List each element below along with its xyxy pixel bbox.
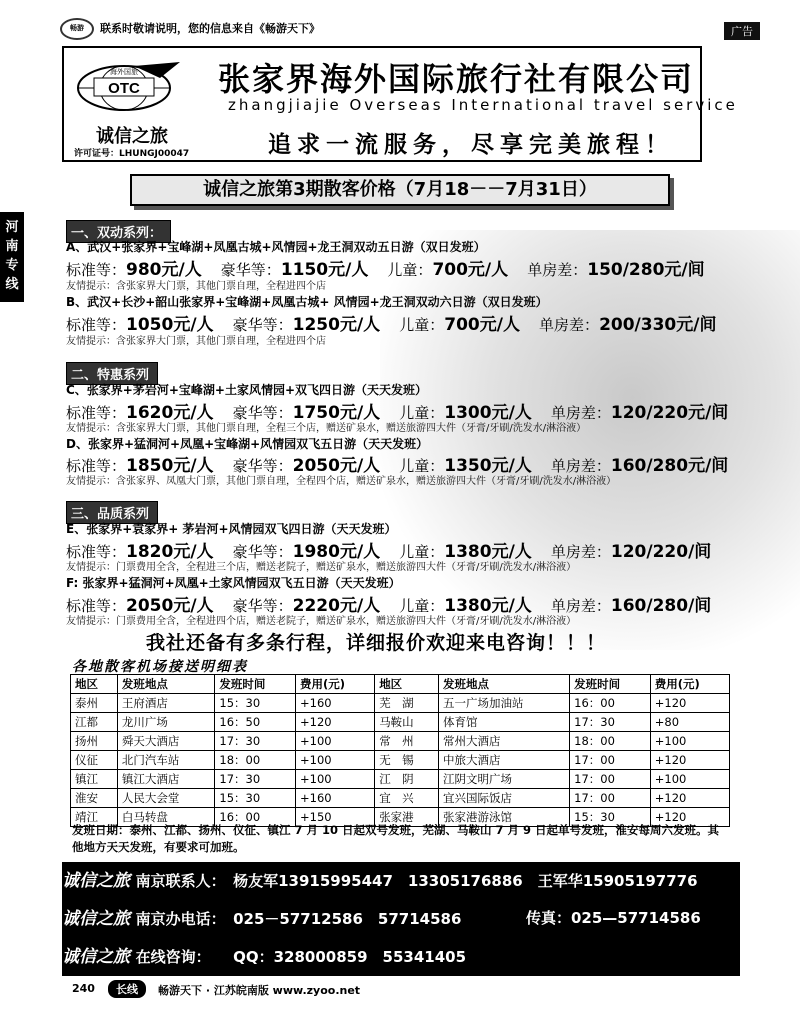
- table-cell: 江阴文明广场: [438, 770, 569, 789]
- contact-line: [62, 866, 698, 904]
- tour-prices: 标准等：980元/人 豪华等：1150元/人 儿童：700元/人 单房差：150/280元/间: [66, 260, 705, 280]
- tour-name: D、张家界+猛洞河+凤凰+宝峰湖+风情园双飞五日游（天天发班）: [66, 437, 429, 451]
- tour-note: 友情提示：含张家界大门票，其他门票自理，全程三个店，赠送矿泉水，赠送旅游四大件（牙膏/牙刷/洗发水/淋浴液）: [66, 423, 587, 434]
- section-title: 二、特惠系列: [66, 362, 158, 385]
- table-cell: 17：30: [570, 713, 651, 732]
- table-cell: 张家港: [375, 808, 439, 827]
- company-name-en: zhangjiajie Overseas International travel service: [228, 96, 738, 114]
- table-cell: 马鞍山: [375, 713, 439, 732]
- table-cell: 18：00: [570, 732, 651, 751]
- table-cell: 体育馆: [438, 713, 569, 732]
- slogan: 追求一流服务，尽享完美旅程！: [268, 131, 674, 158]
- tour-prices: 标准等：1050元/人 豪华等：1250元/人 儿童：700元/人 单房差：200/330元/间: [66, 315, 717, 335]
- table-row: [71, 732, 730, 751]
- table-cell: +120: [650, 808, 729, 827]
- contact-brand: 诚信之旅: [62, 947, 130, 967]
- col-header: 费用(元): [650, 675, 729, 694]
- tour-name: E、张家界+袁家界+ 茅岩河+风情园双飞四日游（天天发班）: [66, 522, 397, 536]
- table-cell: 17：30: [215, 770, 296, 789]
- table-cell: 镇江: [71, 770, 118, 789]
- table-row: [71, 713, 730, 732]
- publication-info: 畅游天下 · 江苏皖南版 www.zyoo.net: [158, 984, 361, 997]
- col-header: 发班时间: [570, 675, 651, 694]
- table-cell: 张家港游泳馆: [438, 808, 569, 827]
- col-header: 费用(元): [296, 675, 375, 694]
- table-cell: 16：50: [215, 713, 296, 732]
- table-cell: 17：30: [215, 732, 296, 751]
- table-cell: 龙川广场: [117, 713, 214, 732]
- table-row: [71, 751, 730, 770]
- otc-logo-icon: [74, 56, 184, 118]
- table-cell: +120: [650, 789, 729, 808]
- call-to-action: 我社还备有多条行程，详细报价欢迎来电咨询！！！: [146, 632, 607, 654]
- table-cell: 仪征: [71, 751, 118, 770]
- page-number: 240: [72, 982, 95, 995]
- tour-prices: 标准等：1820元/人 豪华等：1980元/人 儿童：1380元/人 单房差：120/220/间: [66, 542, 712, 562]
- col-header: 发班地点: [117, 675, 214, 694]
- license-number: 许可证号：LHUNGJ00047: [74, 149, 190, 159]
- table-cell: 15：30: [570, 808, 651, 827]
- tour-name: F: 张家界+猛洞河+凤凰+土家风情园双飞五日游（天天发班）: [66, 576, 401, 590]
- table-cell: +80: [650, 713, 729, 732]
- ad-label: 广告: [724, 22, 760, 40]
- table-cell: +100: [296, 732, 375, 751]
- table-cell: 17：00: [570, 770, 651, 789]
- table-cell: 宜 兴: [375, 789, 439, 808]
- table-cell: 中旅大酒店: [438, 751, 569, 770]
- page-footer: [62, 979, 740, 1001]
- side-tab-henan-line: [0, 212, 24, 302]
- tour-name: C、张家界+茅岩河+宝峰湖+土家风情园+双飞四日游（天天发班）: [66, 383, 428, 397]
- table-cell: +100: [296, 751, 375, 770]
- tour-name: B、武汉+长沙+韶山张家界+宝峰湖+凤凰古城+ 风情园+龙王洞双动六日游（双日发班）: [66, 295, 548, 309]
- col-header: 地区: [71, 675, 118, 694]
- departure-footnote: 发班日期：泰州、江都、扬州、仪征、镇江 7 月 10 日起双号发班，芜湖、马鞍山 7 月 9 日起单号发班，淮安每周六发班。其他地方天天发班，有要求可加班。: [72, 823, 720, 854]
- tour-note: 友情提示：门票费用全含，全程进四个店，赠送老院子，赠送矿泉水，赠送旅游四大件（牙膏/牙刷/洗发水/淋浴液）: [66, 616, 577, 627]
- table-cell: 17：00: [570, 751, 651, 770]
- table-cell: 镇江大酒店: [117, 770, 214, 789]
- table-cell: +100: [650, 770, 729, 789]
- table-cell: 舜天大酒店: [117, 732, 214, 751]
- table-cell: 芜 湖: [375, 694, 439, 713]
- table-row: [71, 770, 730, 789]
- tour-prices: 标准等：1620元/人 豪华等：1750元/人 儿童：1300元/人 单房差：120/220元/间: [66, 403, 729, 423]
- side-tab-label: 河南专线: [5, 220, 19, 292]
- company-name-cn: 张家界海外国际旅行社有限公司: [218, 60, 695, 98]
- table-cell: 泰州: [71, 694, 118, 713]
- table-cell: 人民大会堂: [117, 789, 214, 808]
- brand-name: 诚信之旅: [96, 126, 168, 147]
- table-cell: 常 州: [375, 732, 439, 751]
- table-cell: +120: [296, 713, 375, 732]
- table-cell: 15：30: [215, 789, 296, 808]
- contact-text: 在线咨询： QQ：328000859 55341405: [135, 948, 467, 966]
- price-title-banner: [130, 174, 670, 206]
- logo-text: OTC: [108, 80, 140, 97]
- contact-brand: 诚信之旅: [62, 871, 130, 891]
- logo-subtext: 海外国旅: [110, 68, 138, 76]
- price-title: 诚信之旅第3期散客价格（7月18－－7月31日）: [203, 179, 597, 200]
- table-cell: 五一广场加油站: [438, 694, 569, 713]
- table-cell: 18：00: [215, 751, 296, 770]
- table-row: [71, 789, 730, 808]
- col-header: 地区: [375, 675, 439, 694]
- table-cell: +160: [296, 789, 375, 808]
- table-cell: 15：30: [215, 694, 296, 713]
- table-cell: +150: [296, 808, 375, 827]
- section-title: 三、品质系列: [66, 501, 158, 524]
- table-cell: 常州大酒店: [438, 732, 569, 751]
- tour-note: 友情提示：含张家界、凤凰大门票，其他门票自理，全程四个店，赠送矿泉水，赠送旅游四大件（牙膏/牙刷/洗发水/淋浴液）: [66, 476, 617, 487]
- tour-prices: 标准等：1850元/人 豪华等：2050元/人 儿童：1350元/人 单房差：160/280元/间: [66, 456, 729, 476]
- table-cell: 王府酒店: [117, 694, 214, 713]
- table-row: [71, 694, 730, 713]
- table-cell: +160: [296, 694, 375, 713]
- source-note: 联系时敬请说明，您的信息来自《畅游天下》: [100, 22, 320, 35]
- table-cell: +100: [650, 732, 729, 751]
- table-cell: 靖江: [71, 808, 118, 827]
- table-cell: 江 阴: [375, 770, 439, 789]
- tour-name: A、武汉+张家界+宝峰湖+凤凰古城+风情园+龙王洞双动五日游（双日发班）: [66, 240, 486, 254]
- table-cell: 无 锡: [375, 751, 439, 770]
- contact-block: [62, 862, 740, 976]
- tour-note: 友情提示：含张家界大门票，其他门票自理，全程进四个店: [66, 281, 326, 292]
- table-cell: +120: [650, 694, 729, 713]
- transfer-table: [70, 674, 730, 827]
- magazine-logo: 畅游: [60, 18, 94, 40]
- table-cell: 江都: [71, 713, 118, 732]
- tour-prices: 标准等：2050元/人 豪华等：2220元/人 儿童：1380元/人 单房差：160/280/间: [66, 596, 712, 616]
- table-cell: 白马转盘: [117, 808, 214, 827]
- table-cell: +120: [650, 751, 729, 770]
- col-header: 发班时间: [215, 675, 296, 694]
- col-header: 发班地点: [438, 675, 569, 694]
- section-title: 一、双动系列：: [66, 220, 171, 243]
- table-cell: 16：00: [570, 694, 651, 713]
- tour-note: 友情提示：含张家界大门票，其他门票自理，全程进四个店: [66, 336, 326, 347]
- contact-text: 南京联系人： 杨友军13915995447 13305176886 王军华15905197776: [135, 872, 698, 890]
- contact-line: [62, 904, 461, 942]
- contact-brand: 诚信之旅: [62, 909, 130, 929]
- table-cell: 扬州: [71, 732, 118, 751]
- top-strip: [0, 0, 800, 42]
- table-cell: 16：00: [215, 808, 296, 827]
- table-cell: 17：00: [570, 789, 651, 808]
- transfer-table-title: 各地散客机场接送明细表: [72, 659, 248, 675]
- contact-fax: 传真：025—57714586: [526, 909, 701, 927]
- table-cell: 北门汽车站: [117, 751, 214, 770]
- table-header-row: [71, 675, 730, 694]
- table-cell: +100: [296, 770, 375, 789]
- table-cell: 宜兴国际饭店: [438, 789, 569, 808]
- contact-line: [62, 942, 466, 980]
- table-cell: 淮安: [71, 789, 118, 808]
- tour-note: 友情提示：门票费用全含，全程进三个店，赠送老院子，赠送矿泉水，赠送旅游四大件（牙膏/牙刷/洗发水/淋浴液）: [66, 562, 577, 573]
- section-tag: 长线: [108, 980, 146, 998]
- contact-text: 南京办电话： 025－57712586 57714586: [135, 910, 462, 928]
